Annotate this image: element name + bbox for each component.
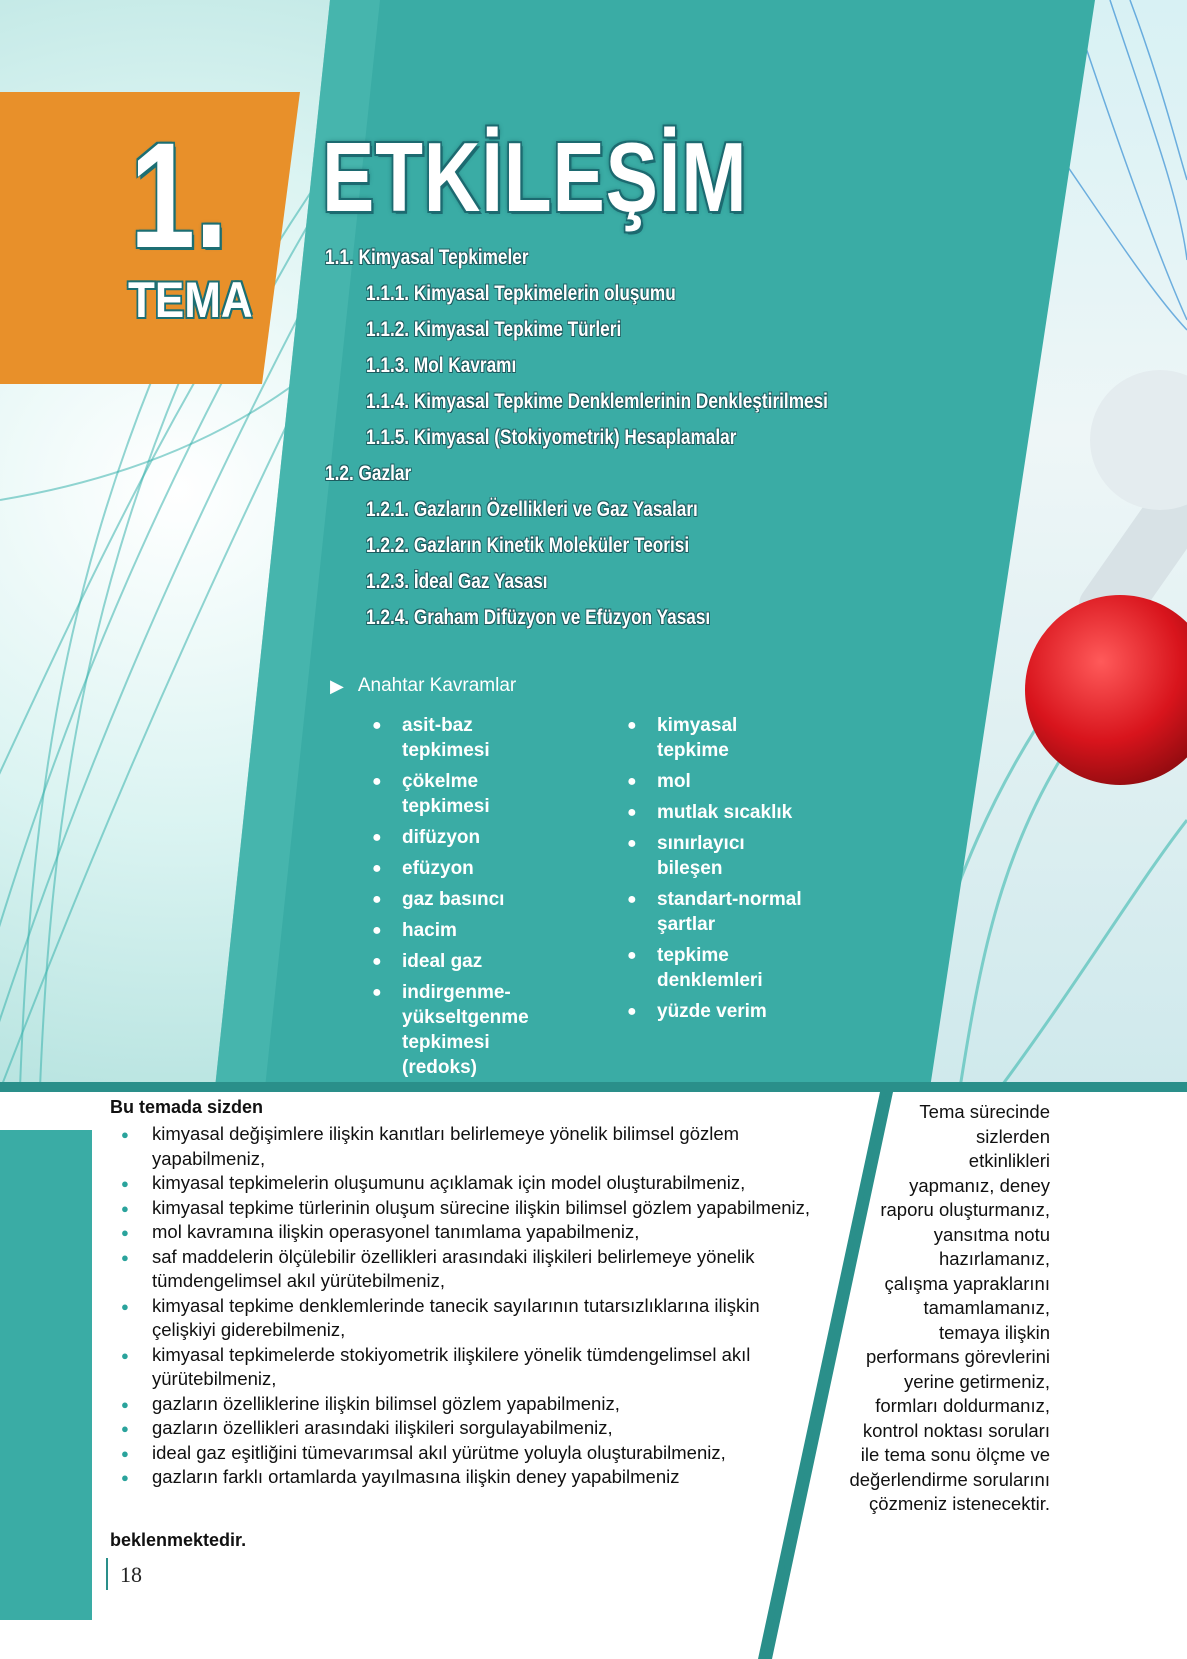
objective-item: ● ideal gaz eşitliğini tümevarımsal akıl yürütme yoluyla oluşturabilmeniz, xyxy=(118,1441,818,1466)
keyword-item: ● indirgenme-yükseltgenme tepkimesi (redoks) xyxy=(370,980,542,1080)
objective-item: ● gazların farklı ortamlarda yayılmasına ilişkin deney yapabilmeniz xyxy=(118,1465,818,1490)
toc-item[interactable]: 1.2.3. İdeal Gaz Yasası xyxy=(366,570,548,593)
toc-item[interactable]: 1.2. Gazlar xyxy=(325,462,412,485)
page-number: 18 xyxy=(120,1562,142,1587)
toc-item[interactable]: 1.2.1. Gazların Özellikleri ve Gaz Yasaları xyxy=(366,498,698,521)
objective-item: ● mol kavramına ilişkin operasyonel tanımlama yapabilmeniz, xyxy=(118,1220,818,1245)
keyword-item: ● efüzyon xyxy=(370,856,610,881)
objective-item: ● gazların özellikleri arasındaki ilişkileri sorgulayabilmeniz, xyxy=(118,1416,818,1441)
keyword-item: ● gaz basıncı xyxy=(370,887,610,912)
objectives-list xyxy=(118,1122,818,1490)
objective-item: ● kimyasal tepkime denklemlerinde tanecik sayılarının tutarsızlıklarına ilişkin çelişkiyi giderebilmeniz, xyxy=(118,1294,818,1343)
keyword-item: ● asit-baz tepkimesi xyxy=(370,713,542,763)
keyword-item: ● mutlak sıcaklık xyxy=(625,800,865,825)
toc-item[interactable]: 1.1.2. Kimyasal Tepkime Türleri xyxy=(366,318,622,341)
toc-item[interactable]: 1.1.1. Kimyasal Tepkimelerin oluşumu xyxy=(366,282,676,305)
objective-item: ● gazların özelliklerine ilişkin bilimsel gözlem yapabilmeniz, xyxy=(118,1392,818,1417)
keyword-item: ● mol xyxy=(625,769,865,794)
keyword-item: ● difüzyon xyxy=(370,825,610,850)
keyword-item: ● çökelme tepkimesi xyxy=(370,769,542,819)
toc-item[interactable]: 1.1.4. Kimyasal Tepkime Denklemlerinin Denkleştirilmesi xyxy=(366,390,828,413)
keyword-item: ● sınırlayıcı bileşen xyxy=(625,831,767,881)
objective-item: ● kimyasal tepkimelerin oluşumunu açıklamak için model oluşturabilmeniz, xyxy=(118,1171,818,1196)
side-note: Tema sürecinde sizlerden etkinlikleri yapmanız, deney raporu oluşturmanız, yansıtma notu hazırlamanız, çalışma yapraklarını tamamlamanız, temaya ilişkin performans görevlerini yerine getirmeniz, formları doldurmanız, kontrol noktası soruları ile tema sonu ölçme ve değerlendirme sorularını çözmeniz istenecektir. xyxy=(849,1101,1050,1514)
objective-item: ● kimyasal tepkime türlerinin oluşum sürecine ilişkin bilimsel gözlem yapabilmeniz, xyxy=(118,1196,818,1221)
toc-item[interactable]: 1.1. Kimyasal Tepkimeler xyxy=(325,246,529,269)
objective-item: ● kimyasal değişimlere ilişkin kanıtları belirlemeye yönelik bilimsel gözlem yapabilmeniz, xyxy=(118,1122,818,1171)
keyword-item: ● tepkime denklemleri xyxy=(625,943,777,993)
theme-number: 1. xyxy=(130,111,228,279)
objectives-closing: beklenmektedir. xyxy=(110,1530,247,1550)
keyword-item: ● ideal gaz xyxy=(370,949,610,974)
keyword-item: ● kimyasal tepkime xyxy=(625,713,757,763)
keywords-column-2 xyxy=(625,713,865,1030)
keywords-heading-label: Anahtar Kavramlar xyxy=(357,675,517,696)
right-triangle-icon: ▶ xyxy=(330,675,344,696)
keyword-item: ● yüzde verim xyxy=(625,999,865,1024)
page-number-bar xyxy=(106,1558,108,1590)
toc-item[interactable]: 1.1.5. Kimyasal (Stokiyometrik) Hesaplamalar xyxy=(366,426,737,449)
theme-label: TEMA xyxy=(128,272,253,328)
toc-item[interactable]: 1.1.3. Mol Kavramı xyxy=(366,354,517,377)
keyword-item: ● standart-normal şartlar xyxy=(625,887,827,937)
objective-item: ● kimyasal tepkimelerde stokiyometrik ilişkilere yönelik tümdengelimsel akıl yürütebilmeniz, xyxy=(118,1343,818,1392)
toc-item[interactable]: 1.2.4. Graham Difüzyon ve Efüzyon Yasası xyxy=(366,606,711,629)
objective-item: ● saf maddelerin ölçülebilir özellikleri arasındaki ilişkileri belirlemeye yönelik tümdengelimsel akıl yürütebilmeniz, xyxy=(118,1245,818,1294)
theme-title: ETKİLEŞİM xyxy=(322,122,748,232)
toc-item[interactable]: 1.2.2. Gazların Kinetik Moleküler Teorisi xyxy=(366,534,690,557)
keywords-heading xyxy=(330,675,516,697)
keyword-item: ● hacim xyxy=(370,918,610,943)
keywords-column-1 xyxy=(370,713,610,1086)
objectives-heading: Bu temada sizden xyxy=(110,1097,264,1117)
